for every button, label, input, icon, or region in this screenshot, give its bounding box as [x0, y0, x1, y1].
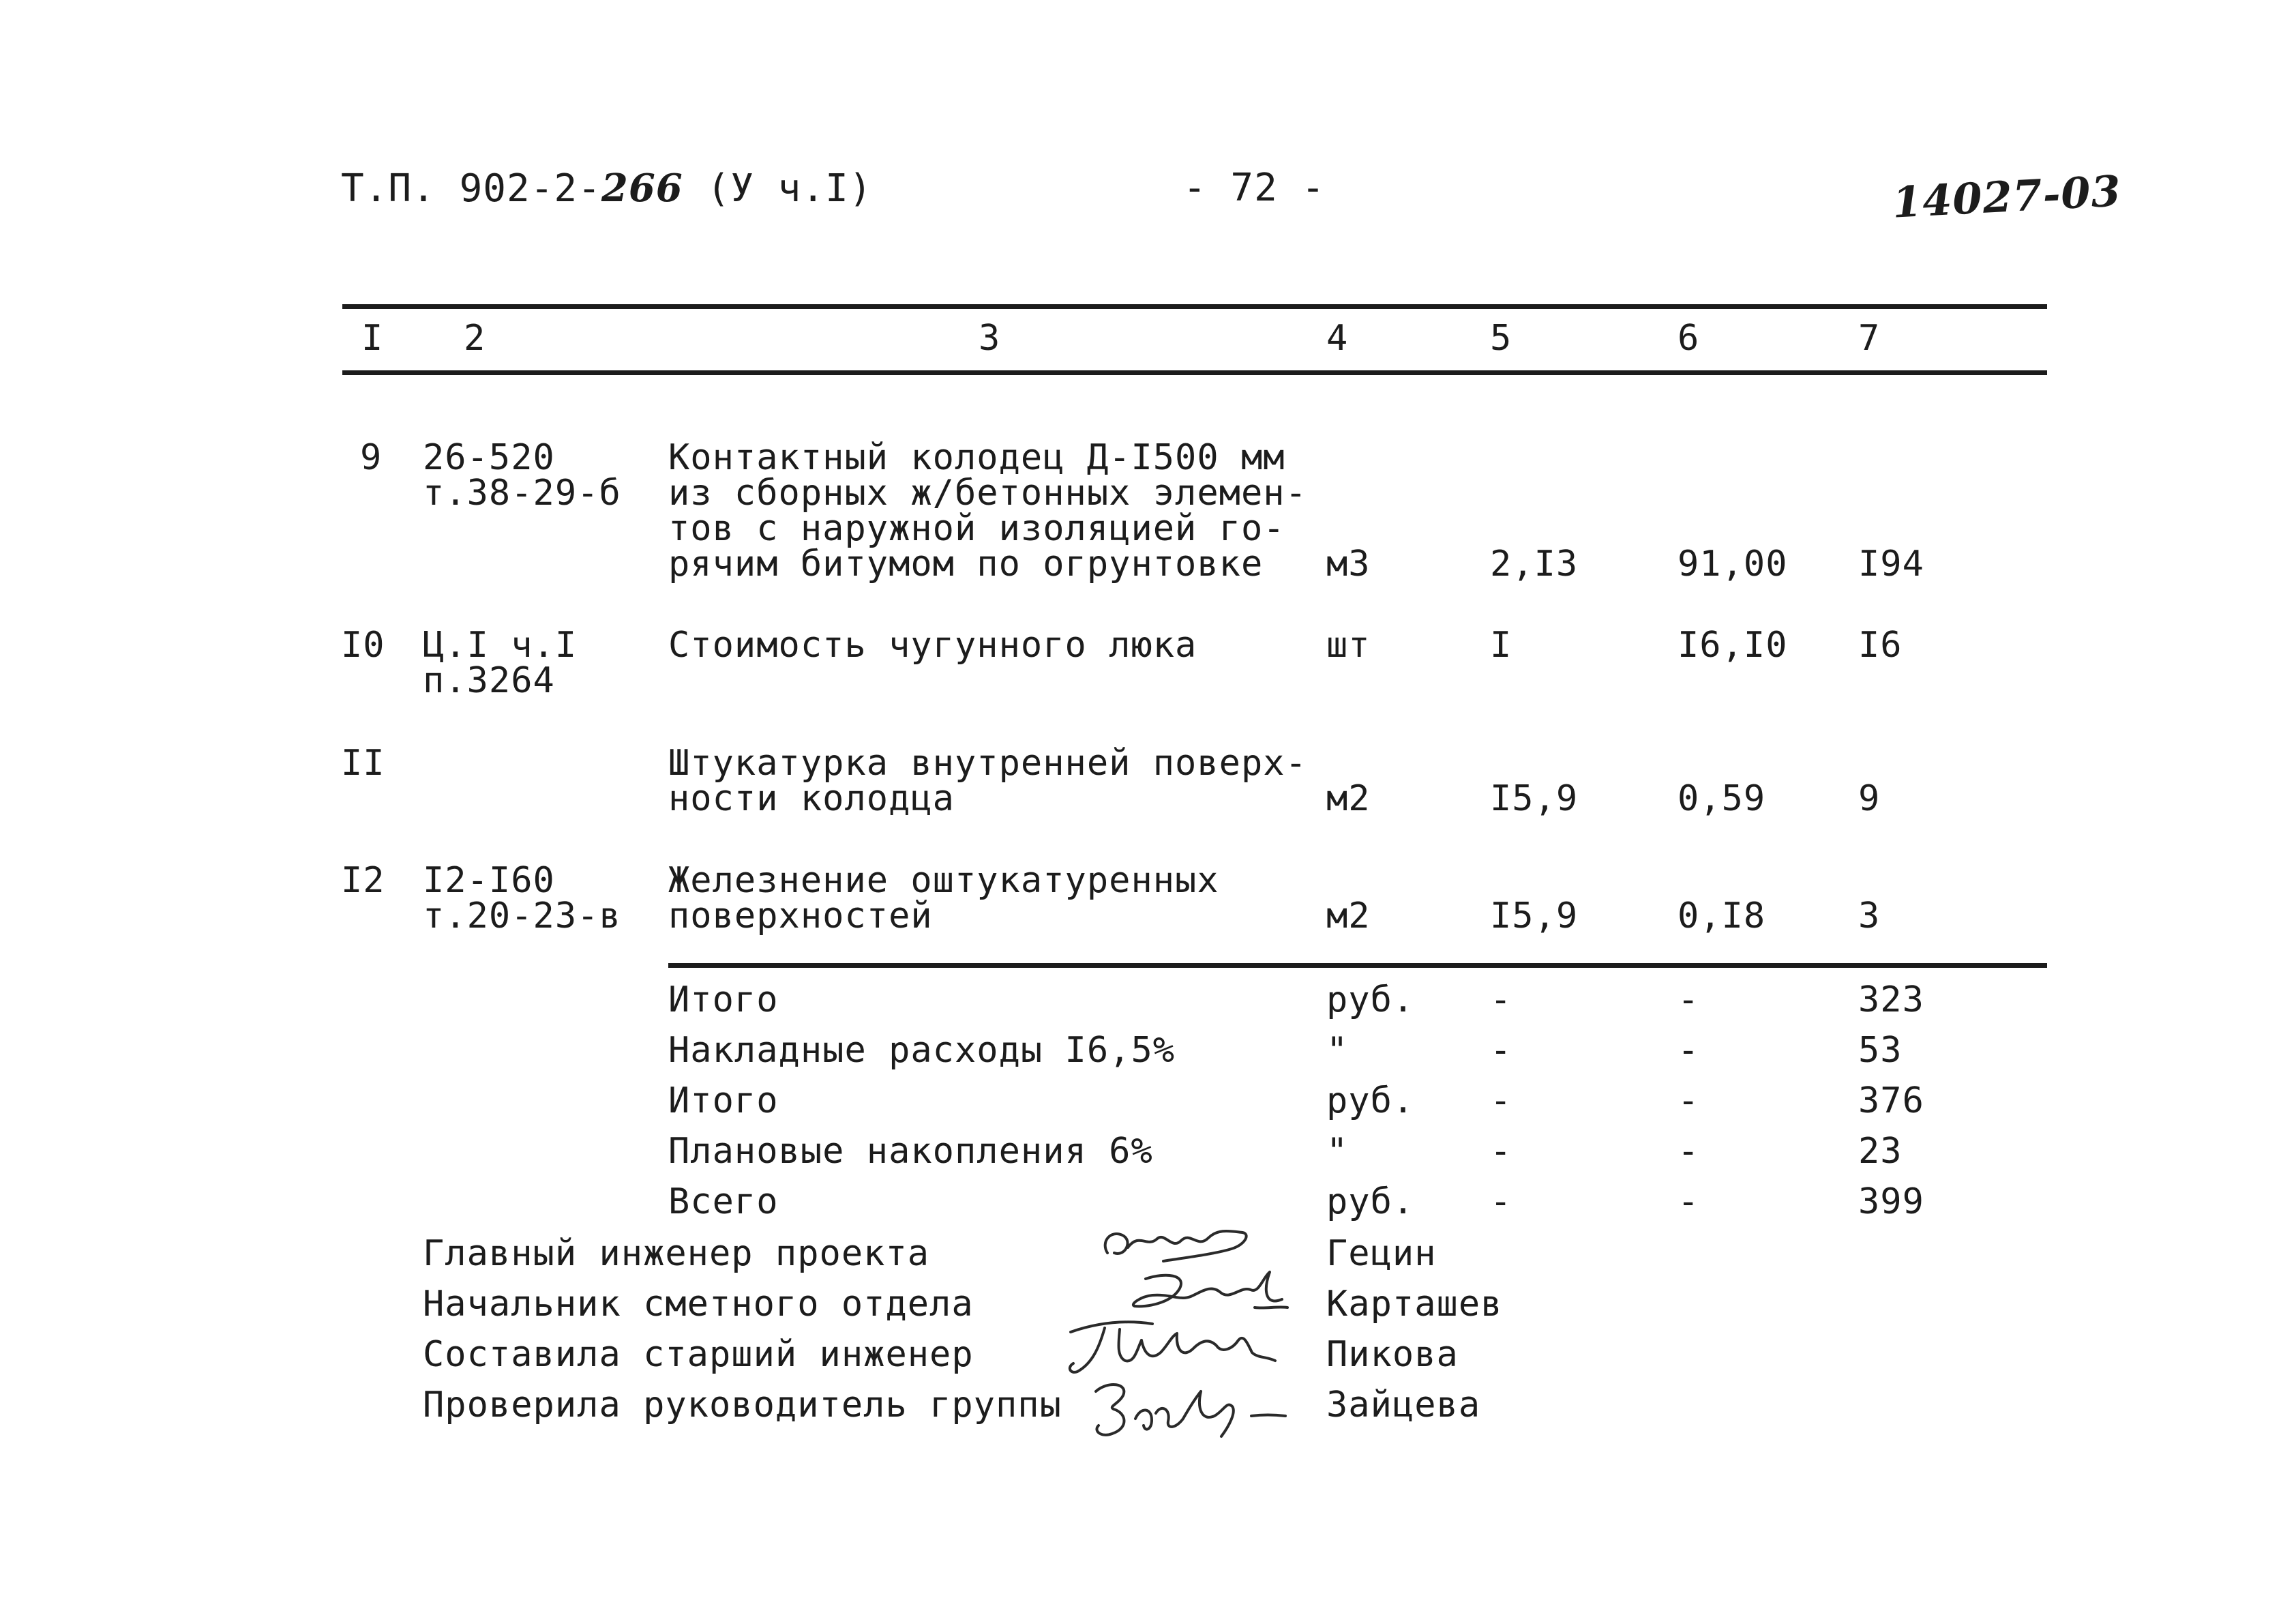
col-header-2: 2 — [464, 318, 486, 359]
signature-name: Карташев — [1326, 1284, 1503, 1325]
col-header-1: I — [361, 318, 384, 359]
summary-unit: руб. — [1326, 979, 1415, 1020]
row-description: Контактный колодец Д-I500 мм — [668, 437, 1285, 478]
summary-price: - — [1678, 1131, 1700, 1172]
row-unit: шт — [1326, 625, 1371, 666]
row-code: т.38-29-б — [423, 473, 621, 514]
summary-qty: - — [1490, 1181, 1512, 1222]
summary-label: Итого — [668, 1080, 779, 1121]
row-quantity: I5,9 — [1490, 778, 1579, 819]
row-number: II — [341, 743, 385, 784]
doc-suffix: (У ч.I) — [706, 166, 873, 211]
row-unit: м2 — [1326, 896, 1371, 936]
col-header-6: 6 — [1678, 318, 1700, 359]
doc-number-handwritten: 266 — [601, 166, 683, 211]
summary-rule — [668, 963, 2047, 968]
row-description: Штукатурка внутренней поверх- — [668, 743, 1307, 784]
page-number: - 72 - — [1183, 166, 1326, 210]
row-code: Ц.I ч.I — [423, 625, 578, 666]
archive-number: 14027-03 — [1891, 166, 2123, 228]
summary-total: 323 — [1858, 979, 1924, 1020]
col-header-3: 3 — [979, 318, 1001, 359]
row-code: п.3264 — [423, 660, 555, 701]
row-description: тов с наружной изоляцией го- — [668, 508, 1285, 549]
signature-role: Проверила руководитель группы — [423, 1385, 1062, 1425]
col-header-4: 4 — [1326, 318, 1349, 359]
row-description: ности колодца — [668, 778, 955, 819]
row-description: Стоимость чугунного люка — [668, 625, 1197, 666]
row-code: I2-I60 — [423, 860, 555, 901]
row-description: рячим битумом по огрунтовке — [668, 544, 1264, 585]
row-quantity: I — [1490, 625, 1512, 666]
signature-role: Начальник сметного отдела — [423, 1284, 974, 1325]
summary-unit: руб. — [1326, 1080, 1415, 1121]
row-unit-price: I6,I0 — [1678, 625, 1788, 666]
doc-designation — [341, 166, 873, 211]
row-total: I94 — [1858, 544, 1924, 585]
summary-price: - — [1678, 979, 1700, 1020]
summary-price: - — [1678, 1181, 1700, 1222]
row-code: 26-520 — [423, 437, 555, 478]
signature-name: Зайцева — [1326, 1385, 1481, 1425]
row-quantity: 2,I3 — [1490, 544, 1579, 585]
doc-prefix: Т.П. 902-2- — [341, 166, 601, 211]
row-number: I2 — [341, 860, 385, 901]
row-code: т.20-23-в — [423, 896, 621, 936]
row-total: 3 — [1858, 896, 1881, 936]
summary-total: 399 — [1858, 1181, 1924, 1222]
table-top-rule — [342, 304, 2047, 309]
summary-label: Плановые накопления 6% — [668, 1131, 1153, 1172]
row-quantity: I5,9 — [1490, 896, 1579, 936]
signature-name: Гецин — [1326, 1233, 1437, 1274]
row-unit: м2 — [1326, 778, 1371, 819]
summary-total: 23 — [1858, 1131, 1903, 1172]
row-unit: м3 — [1326, 544, 1371, 585]
summary-total: 53 — [1858, 1030, 1903, 1071]
handwritten-signature — [1098, 1217, 1275, 1272]
summary-qty: - — [1490, 1030, 1512, 1071]
summary-unit: руб. — [1326, 1181, 1415, 1222]
summary-label: Накладные расходы I6,5% — [668, 1030, 1176, 1071]
row-unit-price: 0,59 — [1678, 778, 1766, 819]
row-total: I6 — [1858, 625, 1903, 666]
row-description: Железнение оштукатуренных — [668, 860, 1219, 901]
col-header-7: 7 — [1858, 318, 1881, 359]
row-unit-price: 91,00 — [1678, 544, 1788, 585]
row-description: поверхностей — [668, 896, 933, 936]
summary-qty: - — [1490, 1080, 1512, 1121]
summary-qty: - — [1490, 1131, 1512, 1172]
summary-price: - — [1678, 1080, 1700, 1121]
signature-role: Главный инженер проекта — [423, 1233, 930, 1274]
row-number: 9 — [360, 437, 383, 478]
row-unit-price: 0,I8 — [1678, 896, 1766, 936]
row-number: I0 — [341, 625, 385, 666]
summary-unit: " — [1326, 1131, 1349, 1172]
summary-label: Итого — [668, 979, 779, 1020]
summary-unit: " — [1326, 1030, 1349, 1071]
signature-name: Пикова — [1326, 1334, 1459, 1375]
summary-total: 376 — [1858, 1080, 1924, 1121]
handwritten-signature — [1081, 1371, 1299, 1446]
table-header-rule — [342, 370, 2047, 375]
summary-label: Всего — [668, 1181, 779, 1222]
signature-role: Составила старший инженер — [423, 1334, 974, 1375]
summary-qty: - — [1490, 979, 1512, 1020]
row-description: из сборных ж/бетонных элемен- — [668, 473, 1307, 514]
summary-price: - — [1678, 1030, 1700, 1071]
col-header-5: 5 — [1490, 318, 1512, 359]
row-total: 9 — [1858, 778, 1881, 819]
